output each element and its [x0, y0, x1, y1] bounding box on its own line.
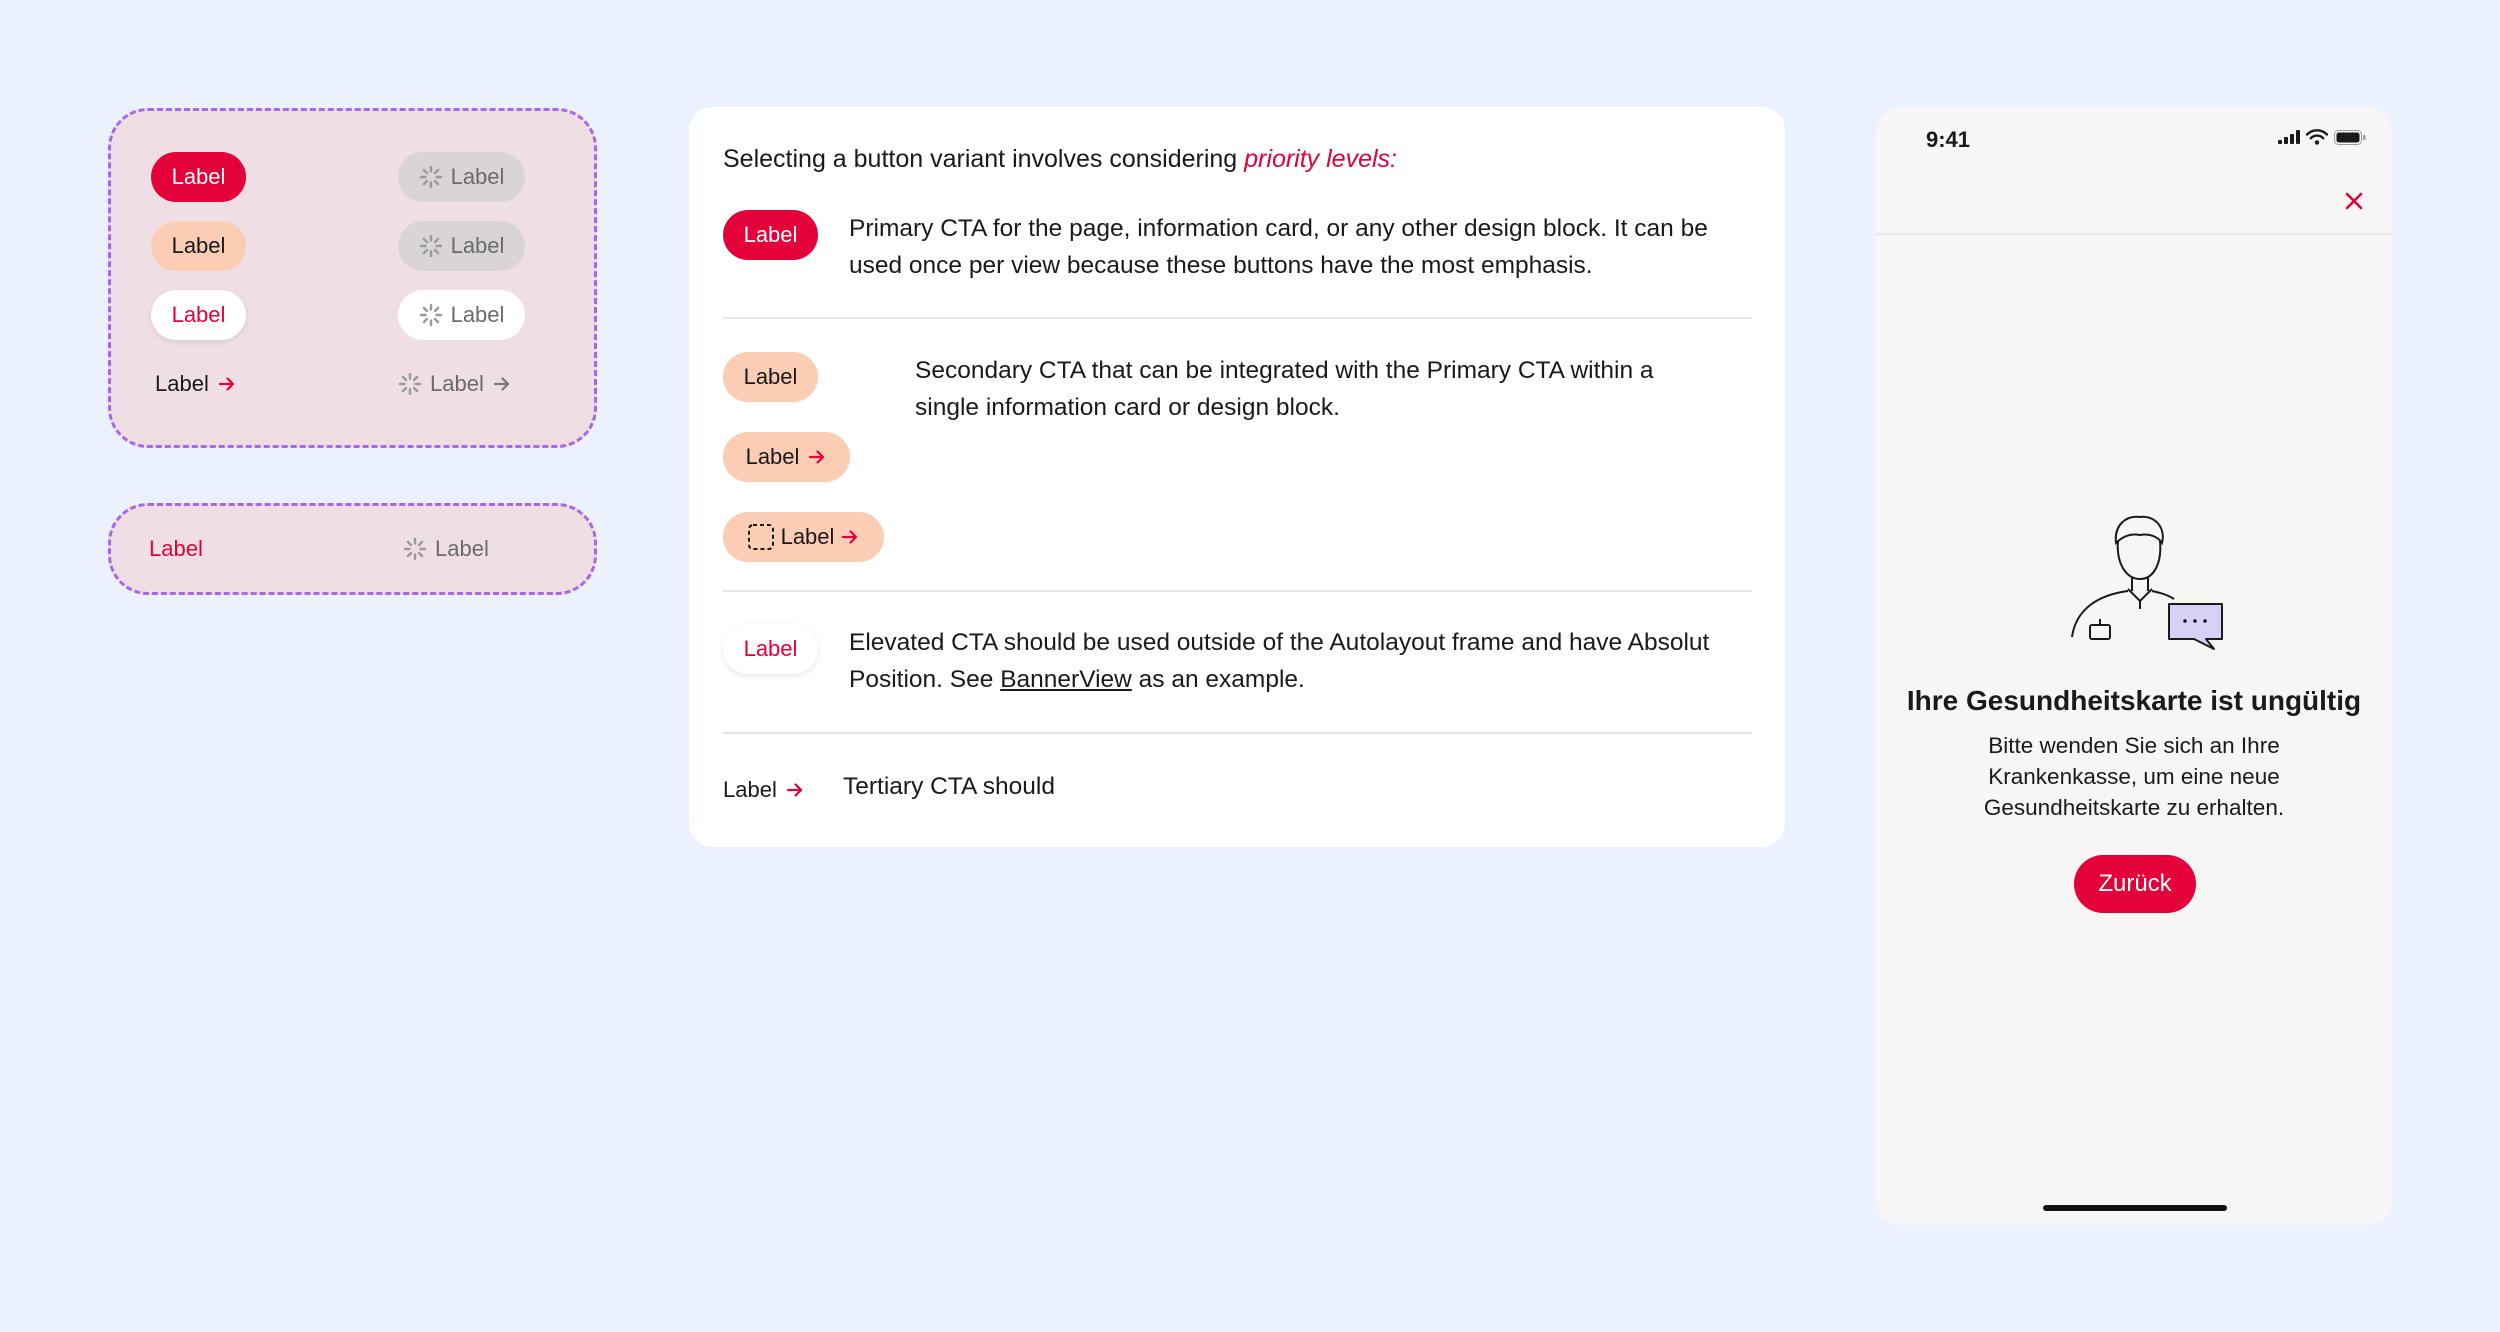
arrow-right-icon — [217, 374, 237, 394]
arrow-right-icon — [785, 780, 805, 800]
arrow-right-icon — [492, 374, 512, 394]
secondary-button[interactable] — [151, 221, 246, 271]
primary-button[interactable] — [151, 152, 246, 202]
battery-icon — [2334, 130, 2366, 145]
button-label: Label — [450, 164, 505, 189]
tertiary-button-loading — [398, 359, 528, 409]
tertiary-cta-example[interactable] — [723, 765, 833, 815]
secondary-cta-example[interactable] — [723, 352, 818, 402]
primary-cta-example[interactable] — [723, 210, 818, 260]
phone-mockup — [1876, 107, 2392, 1225]
secondary-cta-icon-example[interactable] — [723, 512, 884, 562]
placeholder-icon — [747, 523, 775, 551]
text-button[interactable] — [149, 524, 239, 574]
button-label: Label — [430, 371, 484, 396]
tertiary-cta-description: Tertiary CTA should — [843, 773, 1055, 800]
secondary-cta-description: Secondary CTA that can be integrated with the Primary CTA within a single information card or design block. — [915, 357, 1654, 421]
signal-icon — [2278, 130, 2300, 144]
guide-title-emphasis: priority levels: — [1244, 145, 1397, 173]
button-label: Label — [745, 444, 800, 469]
button-label: Label — [149, 536, 203, 561]
text-button-variants-frame — [108, 503, 597, 595]
button-label: Label — [723, 777, 777, 802]
close-icon — [2344, 191, 2364, 211]
button-variants-frame — [108, 108, 597, 448]
button-label: Label — [171, 164, 226, 189]
elevated-button-loading — [398, 290, 525, 340]
error-title: Ihre Gesundheitskarte ist ungültig — [1906, 685, 2362, 716]
spinner-icon — [419, 234, 443, 258]
spinner-icon — [419, 165, 443, 189]
close-button[interactable] — [2338, 185, 2370, 217]
button-label: Label — [743, 636, 798, 661]
home-indicator — [2043, 1205, 2227, 1211]
elevated-button[interactable] — [151, 290, 246, 340]
elevated-cta-description: Elevated CTA should be used outside of the Autolayout frame and have Absolut Position. See BannerView as an example. — [849, 629, 1710, 693]
primary-cta-description: Primary CTA for the page, information card, or any other design block. It can be used once per view because these buttons have the most emphasis. — [849, 215, 1708, 279]
button-label: Label — [435, 536, 489, 561]
spinner-icon — [403, 537, 427, 561]
error-message: Bitte wenden Sie sich an Ihre Krankenkasse, um eine neue Gesundheitskarte zu erhalten. — [1983, 733, 2285, 820]
button-label: Label — [743, 364, 798, 389]
text-button-loading — [403, 524, 513, 574]
wifi-icon — [2306, 129, 2328, 145]
button-label: Label — [171, 233, 226, 258]
navbar-divider — [1876, 233, 2392, 235]
button-label: Label — [450, 302, 505, 327]
button-label: Label — [450, 233, 505, 258]
elevated-cta-example[interactable] — [723, 624, 818, 674]
bannerview-link[interactable]: BannerView — [1000, 666, 1132, 693]
back-button[interactable]: Zurück — [2074, 855, 2196, 913]
guide-title: Selecting a button variant involves considering priority levels: — [723, 145, 1397, 173]
divider — [723, 590, 1752, 592]
button-label: Label — [171, 302, 226, 327]
spinner-icon — [398, 372, 422, 396]
secondary-cta-arrow-example[interactable] — [723, 432, 850, 482]
divider — [723, 317, 1752, 319]
arrow-right-icon — [840, 527, 860, 547]
arrow-right-icon — [807, 447, 827, 467]
person-illustration — [2054, 497, 2224, 667]
button-label: Label — [155, 371, 209, 396]
secondary-button-loading — [398, 221, 525, 271]
button-label: Label — [743, 222, 798, 247]
button-label: Label — [780, 524, 835, 549]
divider — [723, 732, 1752, 734]
status-icons — [2278, 129, 2366, 145]
spinner-icon — [419, 303, 443, 327]
status-time: 9:41 — [1926, 127, 1971, 152]
primary-button-loading — [398, 152, 525, 202]
priority-guide-card — [689, 107, 1785, 847]
tertiary-button[interactable] — [155, 359, 265, 409]
